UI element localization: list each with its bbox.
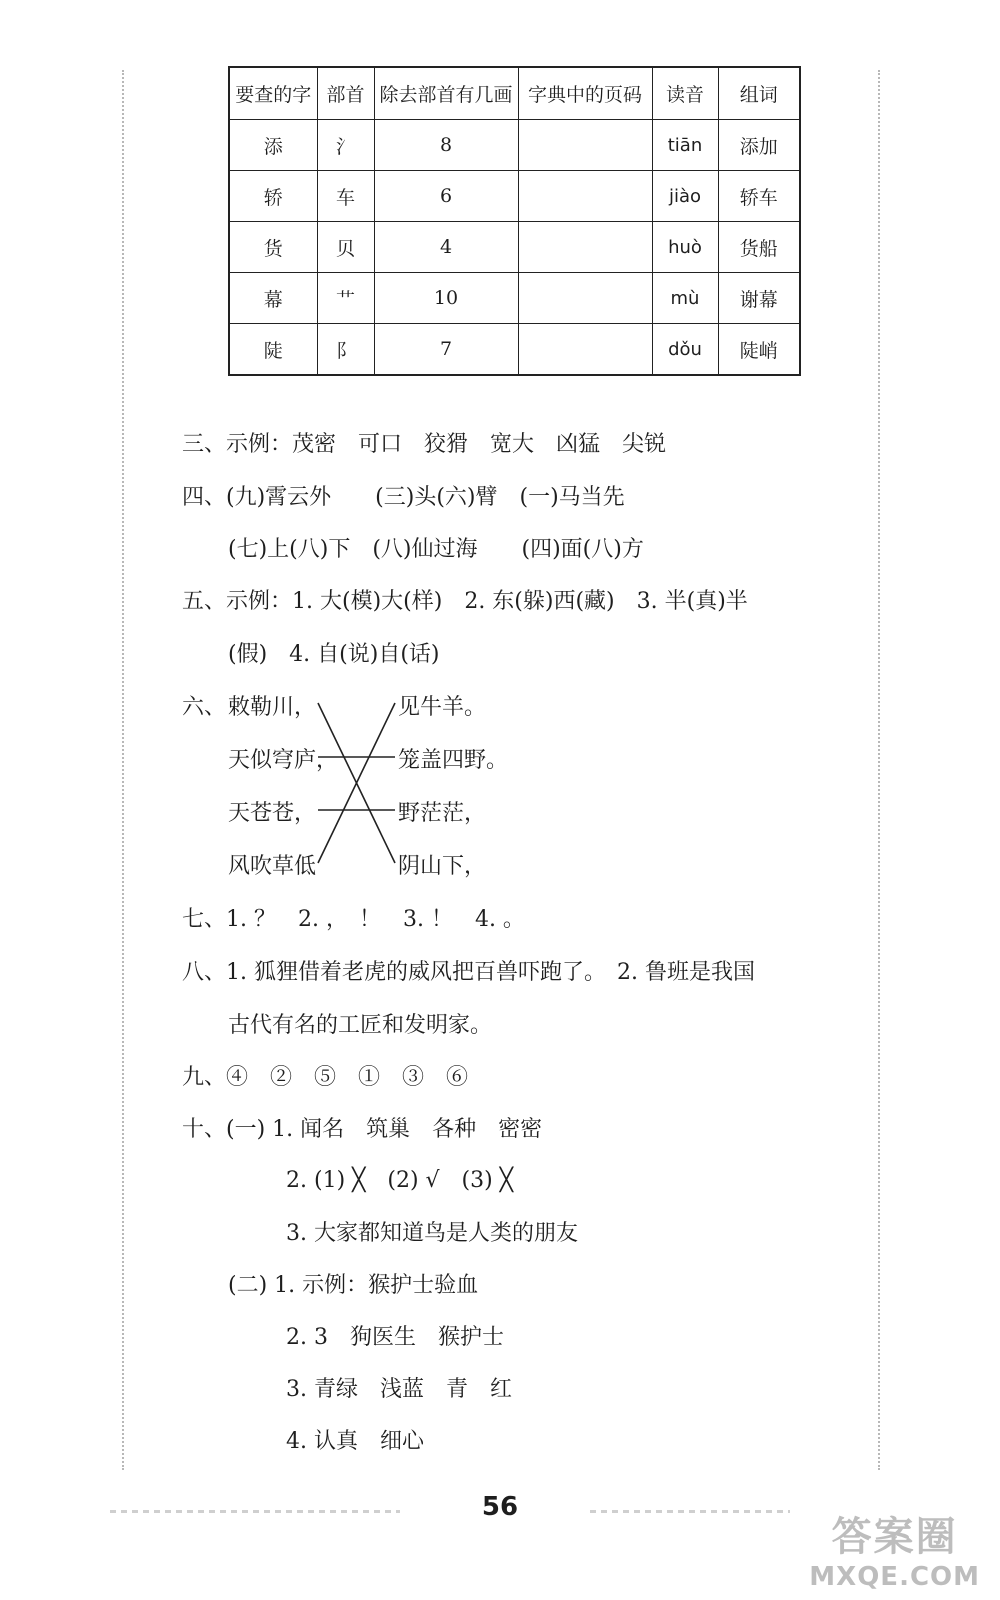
poem-right-4: 阴山下， [398,854,487,879]
header-radical: 部首 [317,67,374,120]
cell-reading: jiào [652,171,718,222]
cell-word: 添加 [718,120,800,171]
answer-7: 七、1. ？ 2. ， ！ 3. ！ 4. 。 [182,907,525,932]
answer-9: 九、④ ② ⑤ ① ③ ⑥ [182,1065,469,1090]
poem-right-2: 笼盖四野。 [398,748,509,773]
poem-left-1: 敕勒川， [228,695,317,720]
header-page: 字典中的页码 [518,67,652,120]
answer-5-line2: (假) 4. 自(说)自(话) [228,642,440,667]
answer-6-label: 六、 [182,695,227,720]
watermark-url: MXQE.COM [809,1562,980,1592]
cell-strokes: 8 [374,120,518,171]
cell-word: 轿车 [718,171,800,222]
watermark [809,1505,980,1592]
header-strokes: 除去部首有几画 [374,67,518,120]
cell-reading: mù [652,273,718,324]
poem-left-4: 风吹草低 [228,854,317,879]
answer-3: 三、示例：茂密 可口 狡猾 宽大 凶猛 尖锐 [182,432,667,457]
cell-char: 陡 [229,324,317,376]
cell-char: 添 [229,120,317,171]
cell-word: 陡峭 [718,324,800,376]
cell-strokes: 10 [374,273,518,324]
answer-10-part2-item1: (二) 1. 示例：猴护士验血 [228,1273,479,1298]
cell-radical: 车 [317,171,374,222]
cell-strokes: 6 [374,171,518,222]
cell-word: 谢幕 [718,273,800,324]
cell-strokes: 7 [374,324,518,376]
cell-radical: 氵 [317,120,374,171]
cell-word: 货船 [718,222,800,273]
header-word: 组词 [718,67,800,120]
header-char: 要查的字 [229,67,317,120]
poem-left-3: 天苍苍， [228,801,317,826]
watermark-logo: 答案圈 [831,1514,958,1560]
cell-strokes: 4 [374,222,518,273]
cell-radical: 艹 [317,273,374,324]
poem-left-2: 天似穹庐， [228,748,339,773]
cell-radical: 阝 [317,324,374,376]
page-number: 56 [481,1492,519,1522]
answer-10-part2-item2: 2. 3 狗医生 猴护士 [286,1325,504,1350]
answer-4-line1: 四、(九)霄云外 (三)头(六)臂 (一)马当先 [182,485,625,510]
poem-right-3: 野茫茫， [398,801,487,826]
cell-radical: 贝 [317,222,374,273]
answer-8-line1: 八、1. 狐狸借着老虎的威风把百兽吓跑了。 2. 鲁班是我国 [182,960,755,985]
answer-10-part2-item4: 4. 认真 细心 [286,1429,424,1454]
answer-10-part1-item2: 2. (1) ╳ (2) √ (3) ╳ [286,1168,513,1193]
poem-right-1: 见牛羊。 [398,695,487,720]
answer-8-line2: 古代有名的工匠和发明家。 [228,1013,493,1038]
cell-char: 幕 [229,273,317,324]
cell-char: 货 [229,222,317,273]
cell-reading: huò [652,222,718,273]
cell-reading: dǒu [652,324,718,376]
answer-10-part1-item1: 十、(一) 1. 闻名 筑巢 各种 密密 [182,1117,543,1142]
answer-5-line1: 五、示例：1. 大(模)大(样) 2. 东(躲)西(藏) 3. 半(真)半 [182,589,748,614]
answer-10-part1-item3: 3. 大家都知道鸟是人类的朋友 [286,1221,578,1246]
cell-char: 轿 [229,171,317,222]
answer-10-part2-item3: 3. 青绿 浅蓝 青 红 [286,1377,512,1402]
cell-reading: tiān [652,120,718,171]
answer-4-line2: (七)上(八)下 (八)仙过海 (四)面(八)方 [228,537,644,562]
header-reading: 读音 [652,67,718,120]
